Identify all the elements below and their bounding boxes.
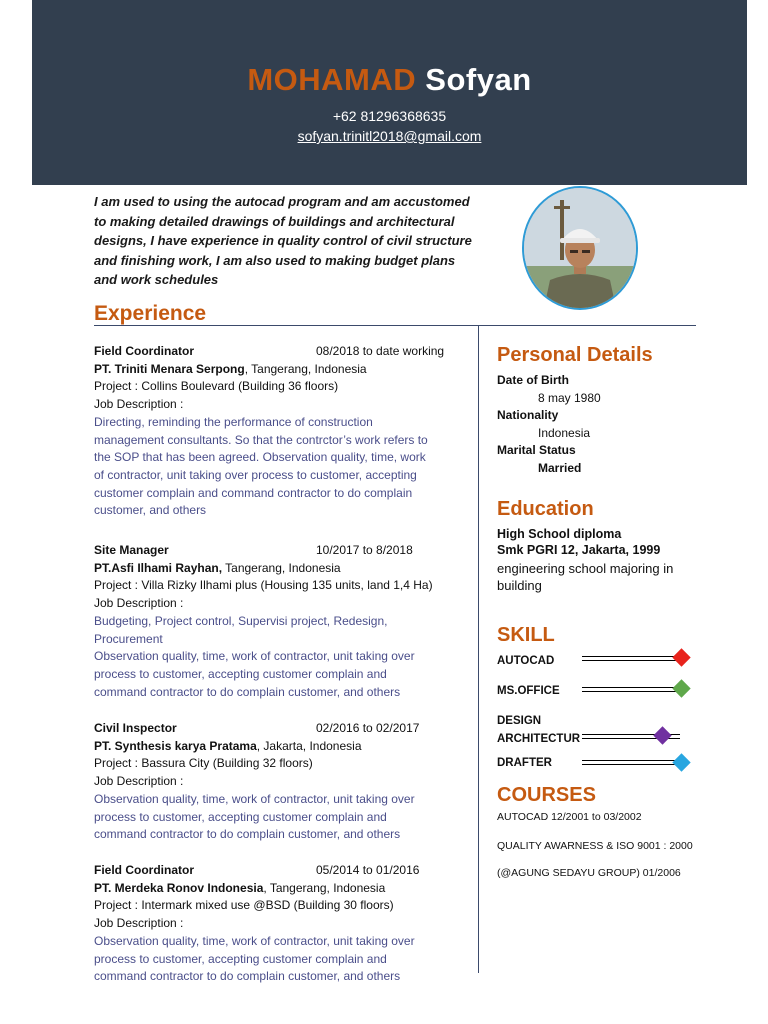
education-description: engineering school majoring in building — [497, 561, 674, 593]
job-entry-2 — [94, 542, 464, 701]
first-name: MOHAMAD — [247, 62, 417, 97]
section-divider — [94, 325, 696, 326]
skill-label-autocad: AUTOCAD — [497, 655, 555, 667]
profile-photo — [522, 186, 638, 310]
job-description-label: Job Description : — [94, 596, 184, 611]
job-location: , Tangerang, Indonesia — [244, 361, 367, 376]
desc-line: process to customer, accepting customer complain and — [94, 666, 387, 681]
skill-label-drafter: DRAFTER — [497, 757, 552, 769]
job-description-label: Job Description : — [94, 774, 184, 789]
dob-value: 8 may 1980 — [538, 391, 601, 405]
job-project: Project : Collins Boulevard (Building 36 floors) — [94, 379, 339, 394]
job-date: 10/2017 to 8/2018 — [316, 543, 413, 557]
skill-bar-autocad — [582, 656, 680, 661]
job-role: Field Coordinator — [94, 863, 194, 877]
marital-status-value: Married — [538, 461, 582, 475]
desc-line: command contractor to do complain customer, and others — [94, 969, 401, 984]
dob-label: Date of Birth — [497, 373, 569, 387]
desc-line: command contractor to do complain customer, and others — [94, 827, 401, 842]
nationality-label: Nationality — [497, 408, 559, 422]
job-role: Site Manager — [94, 543, 169, 557]
job-project: Project : Bassura City (Building 32 floors) — [94, 756, 313, 771]
desc-line: process to customer, accepting customer complain and — [94, 951, 387, 966]
job-date: 08/2018 to date working — [316, 344, 445, 358]
desc-line: management consultants. So that the contrctor’s work refers to — [94, 432, 428, 447]
skill-bar-drafter — [582, 760, 680, 765]
skill-marker-msoffice — [672, 679, 690, 697]
desc-line: Observation quality, time, work of contractor, unit taking over — [94, 791, 415, 806]
nationality-value: Indonesia — [538, 426, 591, 440]
job-project: Project : Intermark mixed use @BSD (Building 30 floors) — [94, 898, 394, 913]
job-company: PT. Synthesis karya Pratama — [94, 738, 257, 753]
header-banner — [32, 0, 747, 185]
desc-line: Budgeting, Project control, Supervisi project, Redesign, — [94, 613, 388, 628]
desc-line: the SOP that has been agreed. Observation quality, time, work — [94, 450, 426, 465]
job-company: PT.Asfi Ilhami Rayhan, — [94, 560, 223, 575]
desc-line: of contractor, unit taking over process to customer, accepting — [94, 467, 417, 482]
job-role: Field Coordinator — [94, 344, 194, 358]
education-school: Smk PGRI 12, Jakarta, 1999 — [497, 543, 661, 557]
skill-heading: SKILL — [497, 624, 555, 646]
desc-line: Procurement — [94, 631, 163, 646]
job-location: , Tangerang, Indonesia — [263, 880, 386, 895]
skill-label-msoffice: MS.OFFICE — [497, 685, 560, 697]
candidate-name — [32, 62, 747, 98]
desc-line: Observation quality, time, work of contractor, unit taking over — [94, 933, 415, 948]
course-item: QUALITY AWARNESS & ISO 9001 : 2000 — [497, 840, 693, 852]
course-item: AUTOCAD 12/2001 to 03/2002 — [497, 811, 642, 823]
education-degree: High School diploma — [497, 527, 622, 541]
email-link[interactable]: sofyan.trinitl2018@gmail.com — [297, 128, 482, 144]
job-location: Tangerang, Indonesia — [222, 560, 341, 575]
job-location: , Jakarta, Indonesia — [256, 738, 362, 753]
skill-bar-msoffice — [582, 687, 680, 692]
personal-details-heading: Personal Details — [497, 344, 653, 366]
education-heading: Education — [497, 498, 594, 520]
desc-line: process to customer, accepting customer complain and — [94, 809, 387, 824]
desc-line: customer, and others — [94, 503, 207, 518]
summary-text: I am used to using the autocad program and am accustomed to making detailed drawings of buildings and architectural designs, I have experience in quality control of civil structure and finishing work, I am also used to making budget plans and work schedules — [94, 194, 472, 287]
job-company: PT. Triniti Menara Serpong — [94, 361, 245, 376]
desc-line: Observation quality, time, work of contractor, unit taking over — [94, 649, 415, 664]
job-description — [94, 933, 464, 986]
job-description-label: Job Description : — [94, 397, 184, 412]
job-date: 05/2014 to 01/2016 — [316, 863, 420, 877]
experience-heading: Experience — [94, 302, 207, 325]
skill-marker-design-architectur — [653, 726, 671, 744]
job-description — [94, 414, 464, 520]
job-description — [94, 791, 464, 844]
job-project: Project : Villa Rizky Ilhami plus (Housing 135 units, land 1,4 Ha) — [94, 578, 433, 593]
desc-line: Directing, reminding the performance of construction — [94, 414, 373, 429]
job-date: 02/2016 to 02/2017 — [316, 721, 420, 735]
course-item: (@AGUNG SEDAYU GROUP) 01/2006 — [497, 867, 681, 879]
courses-heading: COURSES — [497, 784, 596, 806]
phone-number: +62 81296368635 — [332, 108, 447, 124]
skill-marker-autocad — [672, 648, 690, 666]
skill-label-design-architectur: DESIGN ARCHITECTUR — [497, 715, 581, 745]
job-role: Civil Inspector — [94, 721, 177, 735]
desc-line: customer complain and command contractor to do complain — [94, 485, 413, 500]
column-divider — [478, 325, 479, 973]
job-entry-1 — [94, 343, 464, 520]
profile-photo-graphic — [524, 188, 636, 308]
job-description-label: Job Description : — [94, 916, 184, 931]
desc-line: command contractor to do complain customer, and others — [94, 684, 401, 699]
marital-status-label: Marital Status — [497, 443, 576, 457]
job-entry-4 — [94, 862, 464, 986]
job-company: PT. Merdeka Ronov Indonesia — [94, 880, 264, 895]
skill-marker-drafter — [672, 753, 690, 771]
last-name: Sofyan — [425, 62, 532, 97]
job-entry-3 — [94, 720, 464, 844]
job-description — [94, 613, 464, 702]
